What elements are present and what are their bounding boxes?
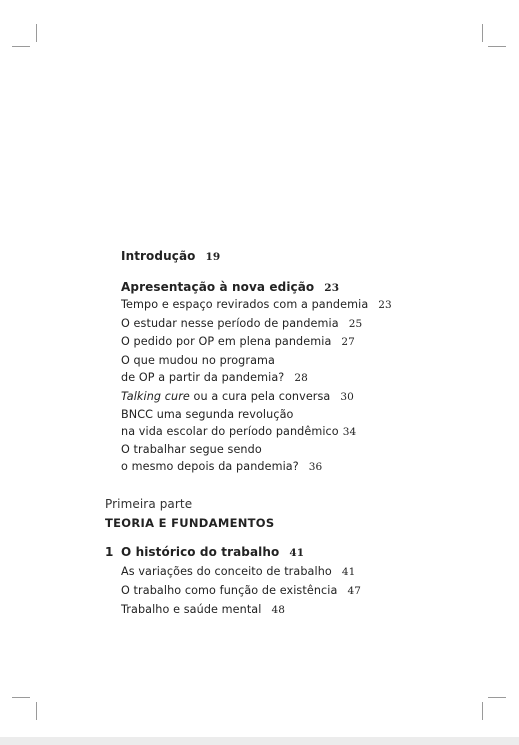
toc-item-text: BNCC uma segunda revolução xyxy=(121,408,294,421)
chapter-page: 41 xyxy=(289,547,305,559)
toc-item-page: 41 xyxy=(341,566,356,578)
toc-item-page: 25 xyxy=(348,318,363,330)
toc-item-text: o mesmo depois da pandemia? xyxy=(121,460,299,473)
crop-mark-bottom-right-h xyxy=(488,697,506,698)
part-label: Primeira parte xyxy=(105,497,193,511)
toc-item-text: O estudar nesse período de pandemia xyxy=(121,317,339,330)
toc-apresentacao-page: 23 xyxy=(324,282,340,294)
toc-item-line2 xyxy=(121,371,308,384)
toc-item-line1 xyxy=(121,408,293,421)
toc-item-text: O pedido por OP em plena pandemia xyxy=(121,335,332,348)
crop-mark-bottom-right-v xyxy=(482,702,483,720)
toc-intro-title: Introdução xyxy=(121,249,196,263)
page-bottom-edge xyxy=(0,737,519,745)
toc-item-line2 xyxy=(121,460,322,473)
toc-intro-page: 19 xyxy=(205,251,221,263)
part-title: TEORIA E FUNDAMENTOS xyxy=(105,516,275,530)
toc-item xyxy=(121,335,355,348)
toc-item-page: 36 xyxy=(308,461,323,473)
toc-item xyxy=(121,317,362,330)
toc-apresentacao xyxy=(121,280,339,294)
toc-item-text: Trabalho e saúde mental xyxy=(121,603,262,616)
chapter-number: 1 xyxy=(105,545,114,559)
crop-mark-top-left-v xyxy=(36,24,37,42)
toc-chapter xyxy=(121,545,304,559)
toc-item-text: O trabalhar segue sendo xyxy=(121,443,262,456)
toc-item xyxy=(121,565,355,578)
toc-item-page: 30 xyxy=(340,391,354,403)
toc-item xyxy=(121,298,392,311)
toc-item-line1 xyxy=(121,354,275,367)
toc-item-text: O que mudou no programa xyxy=(121,354,275,367)
toc-item xyxy=(121,584,361,597)
toc-item-text: na vida escolar do período pandêmico xyxy=(121,425,339,438)
toc-item xyxy=(121,603,285,616)
crop-mark-bottom-left-v xyxy=(36,702,37,720)
toc-item-page: 47 xyxy=(347,585,362,597)
toc-item-page: 27 xyxy=(341,336,355,348)
toc-item-page: 28 xyxy=(294,372,308,384)
toc-item-text: ou a cura pela conversa xyxy=(189,390,331,403)
toc-item-page: 34 xyxy=(342,426,357,438)
crop-mark-top-right-v xyxy=(482,24,483,42)
toc-item-italic-text: Talking cure xyxy=(121,390,190,403)
toc-apresentacao-title: Apresentação à nova edição xyxy=(121,280,315,294)
toc-item-text: de OP a partir da pandemia? xyxy=(121,371,285,384)
toc-item-text: As variações do conceito de trabalho xyxy=(121,565,332,578)
toc-item-text: O trabalho como função de existência xyxy=(121,584,338,597)
crop-mark-top-left-h xyxy=(12,46,30,47)
toc-item-text: Tempo e espaço revirados com a pandemia xyxy=(121,298,369,311)
crop-mark-bottom-left-h xyxy=(12,697,30,698)
toc-item-line2 xyxy=(121,425,356,438)
toc-item xyxy=(121,390,354,403)
toc-item-page: 48 xyxy=(271,604,286,616)
toc-item-line1 xyxy=(121,443,262,456)
crop-mark-top-right-h xyxy=(488,46,506,47)
toc-item-page: 23 xyxy=(378,299,392,311)
toc-intro xyxy=(121,249,220,263)
chapter-title: O histórico do trabalho xyxy=(121,545,280,559)
